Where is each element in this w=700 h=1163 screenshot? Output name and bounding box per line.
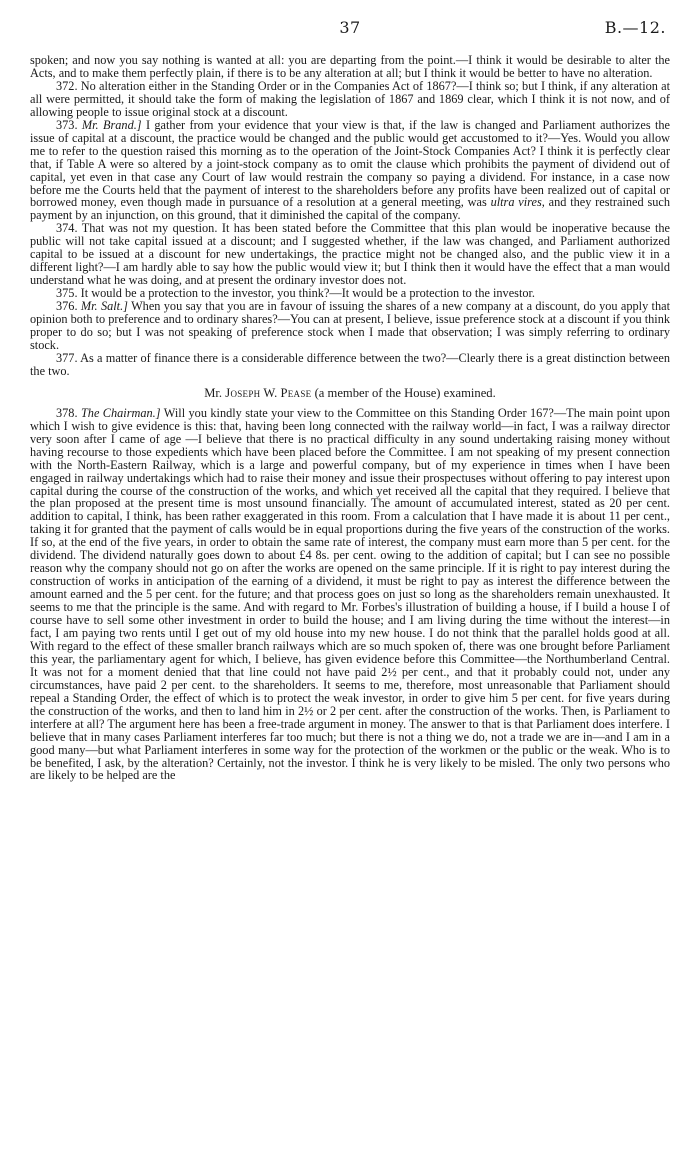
question-number: 375. <box>56 286 78 301</box>
document-reference: B.—12. <box>604 18 666 37</box>
paragraph-text: It would be a protection to the investor, you think?—It would be a protection to the investor. <box>80 286 536 301</box>
paragraph-text: I gather from your evidence that your view is that, if the law is changed and Parliament authorizes the issue of capital at a discount, the practice would be changed and the public would get accustomed to it?—Yes. Would you allow me to refer to the question raised this morning as to the operation of the Joint-Stock Companies Act? I think it is perfectly clear that, if Table A were so altered by a joint-stock company as to omit the clause which prohibits the payment of dividend out of capital, yet even in that case any Court of law would restrain the company so paying a dividend. For instance, in a case now before me the Courts held that the payment of interest to the shareholders before any profits have been realized out of capital or borrowed money, even though made in pursuance of a resolution at a general meeting, was <box>30 117 670 210</box>
paragraph-373 <box>30 119 670 223</box>
question-number: 378. <box>56 405 78 420</box>
paragraph-374 <box>30 222 670 287</box>
paragraph-377 <box>30 352 670 378</box>
question-number: 372. <box>56 78 78 93</box>
speaker-label: The Chairman.] <box>80 405 161 420</box>
paragraph-continuation <box>30 54 670 80</box>
paragraph-text: spoken; and now you say nothing is wanted at all: you are departing from the point.—I think it would be desirable to alter the Acts, and to make them perfectly plain, if there is to be any alteration at all; but I think it would be better to have no alteration. <box>30 53 670 80</box>
paragraph-text: No alteration either in the Standing Order or in the Companies Act of 1867?—I think so; but I think, if any alteration at all were permitted, it should take the form of making the legislation of 1867 and 1869 clear, which I think it is not now, and of allowing people to issue original stock at a discount. <box>30 78 671 119</box>
paragraph-372 <box>30 80 670 119</box>
page-header <box>30 18 670 42</box>
speaker-label: Mr. Brand.] <box>81 117 142 132</box>
witness-prefix: Mr. <box>204 385 223 400</box>
paragraph-text-end: and they restrained such payment by an injunction, on this ground, that it diminished the capital of the company. <box>30 195 671 223</box>
witness-first-name: Joseph <box>225 385 261 400</box>
page-number: 37 <box>339 18 361 37</box>
paragraph-text: When you say that you are in favour of issuing the shares of a new company at a discount, do you apply that opinion both to preference and to ordinary shares?—You can at present, I believe, issue preference stock at a discount if you think proper to do so; but I was not speaking of preference stock when I made that observation; I was simply referring to ordinary stock. <box>30 299 670 352</box>
paragraph-text: Will you kindly state your view to the Committee on this Standing Order 167?—The main point upon which I wish to give evidence is this: that, having been long connected with the railway world—in fact, I was a railway director very soon after I came of age —I believe that there is no practical difficulty in any sound undertaking raising money without having recourse to those expedients which have been placed before the Committee. I am not speaking of my present connection with the North-Eastern Railway, which is a large and powerful company, but of my experience in times when I have been engaged in railway undertakings which had to raise their money and issue their prospectuses without offering to pay interest upon capital during the course of the construction of the works, and which yet received all the capital that they required. I believe that the plan proposed at the present time is most unsound financially. The amount of accumulated interest, stated as 20 per cent. addition to capital, I think, has been rather exaggerated in this room. From a calculation that I have made it is about 11 per cent., taking it for granted that the payment of calls would be in equal proportions during the five years of the construction of the works. If so, at the end of the five years, in order to obtain the same rate of interest, the company must earn more than 5 per cent. for the dividend. The dividend naturally goes down to about £4 8s. per cent. owing to the addition of capital; but I can see no possible reason why the company should not go on after the works are opened on the same principle. If it is right to pay interest during the construction of works in anticipation of the earning of a dividend, it must be right to pay as interest the difference between the amount earned and the 5 per cent. for the future; and that process goes on just so long as the shareholders remain unexhausted. It seems to me that the principle is the same. And with regard to Mr. Forbes's illustration of building a house, if I build a house I of course have to sell some other investment in order to build the house; and I am living during the time without the interest—in fact, I am paying two rents until I get out of my old house into my new house. I do not think that the parallel holds good at all. With regard to the effect of these smaller branch railways which are so much spoken of, there was one brought before Parliament this year, the parliamentary agent for which, I believe, has given evidence before this Committee—the Northumberland Central. It was not for a moment denied that that line could not have paid 2½ per cent., and that it probably could not, under any circumstances, have paid 2 per cent. to the shareholders. It seems to me, therefore, most unreasonable that Parliament should repeal a Standing Order, the effect of which is to protect the weak investor, in order to give him 5 per cent. for five years during the construction of the works, and then to land him in 2½ or 2 per cent. after the construction of the works. Then, is Parliament to interfere at all? The argument here has been a free-trade argument in money. The answer to that is that Parliament does interfere. I believe that in many cases Parliament interferes far too much; but there is not a thing we do, not a trade we are in—and I am in a good many—but what Parliament interferes in some way for the protection of the workmen or the public or the weak. Who is to be benefited, I ask, by the alteration? Certainly, not the investor. I think he is very likely to be misled. The only two persons who are likely to be helped are the <box>30 405 670 783</box>
italic-phrase: ultra vires, <box>490 195 545 210</box>
page-body <box>30 54 670 782</box>
speaker-label: Mr. Salt.] <box>80 299 128 314</box>
witness-suffix: (a member of the House) examined. <box>314 385 496 400</box>
paragraph-text: That was not my question. It has been stated before the Committee that this plan would be inoperative because the public will not take capital issued at a discount; and I suggested whether, if the law was changed, and Parliament authorized capital to be issued at a discount for new undertakings, the practice might not be changed also, and the public view it in a different light?—I am hardly able to say how the public would view it; but I think then it would have the effect that a man would understand what he was doing, and at present the ordinary investor does not. <box>30 221 670 288</box>
paragraph-376 <box>30 300 670 352</box>
question-number: 376. <box>56 299 78 314</box>
paragraph-378 <box>30 407 670 783</box>
paragraph-text: As a matter of finance there is a considerable difference between the two?—Clearly there is a great distinction between the two. <box>30 350 670 378</box>
witness-initial: W. <box>263 385 278 400</box>
witness-heading <box>30 387 670 400</box>
question-number: 374. <box>56 221 78 236</box>
witness-surname: Pease <box>280 385 312 400</box>
question-number: 373. <box>56 117 78 132</box>
question-number: 377. <box>56 350 78 365</box>
